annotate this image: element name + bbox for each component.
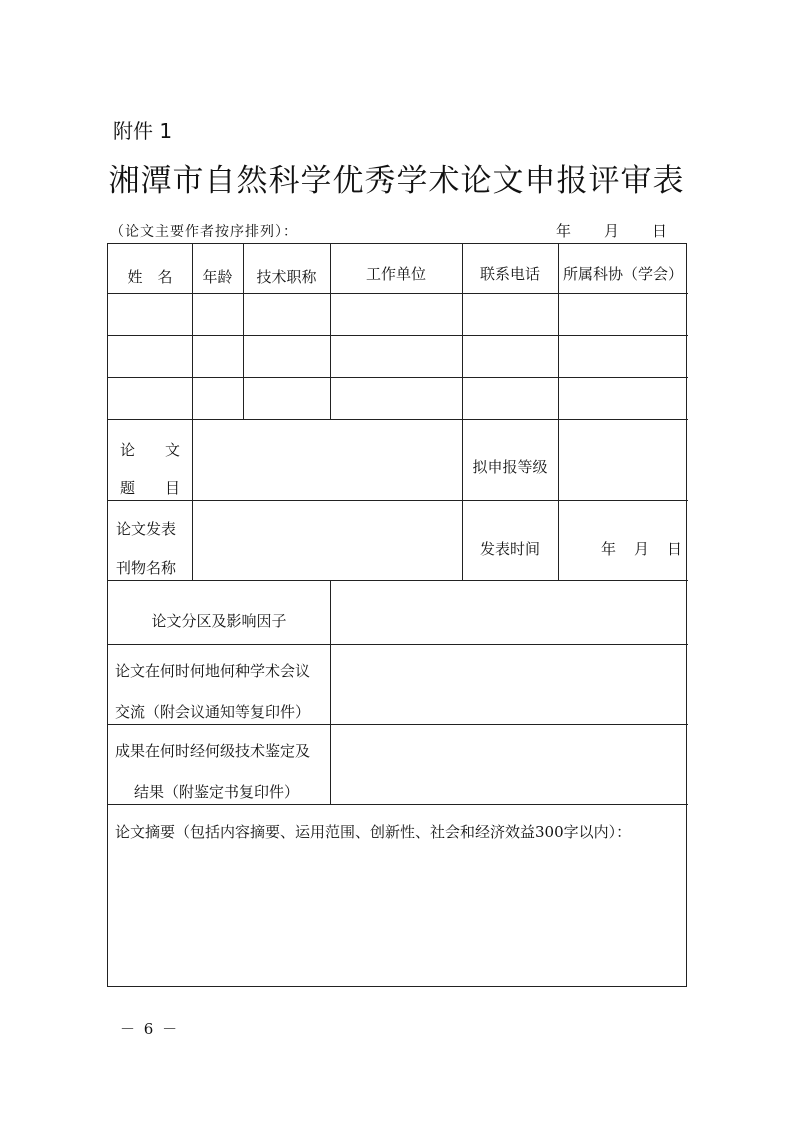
conference-label: 论文在何时何地何种学术会议 [115, 662, 311, 680]
col-divider [462, 244, 463, 580]
form-date-year: 年 [556, 222, 572, 240]
review-form-table [107, 243, 687, 987]
row-divider [108, 580, 688, 581]
header-tech-title: 技术职称 [256, 268, 317, 286]
form-title: 湘潭市自然科学优秀学术论文申报评审表 [108, 163, 685, 199]
header-work-unit: 工作单位 [365, 265, 426, 283]
col-divider [330, 580, 331, 804]
col-divider [192, 244, 193, 580]
row-divider [108, 644, 688, 645]
appraisal-label: 成果在何时经何级技术鉴定及 [115, 742, 311, 760]
row-divider [108, 804, 688, 805]
publish-date-day: 日 [667, 540, 683, 558]
form-date-day: 日 [652, 222, 668, 240]
col-divider [558, 244, 559, 580]
header-name: 姓 名 [127, 268, 173, 286]
appraisal-label: 结果（附鉴定书复印件） [134, 783, 300, 801]
publish-date-year: 年 [601, 540, 617, 558]
form-date-month: 月 [604, 222, 620, 240]
row-divider [108, 419, 688, 420]
header-phone: 联系电话 [479, 265, 540, 283]
attachment-label: 附件 1 [113, 119, 173, 143]
journal-name-label: 论文发表 [116, 520, 177, 538]
paper-title-label: 论 文 [119, 441, 180, 459]
partition-label: 论文分区及影响因子 [151, 612, 287, 630]
header-age: 年龄 [202, 268, 233, 286]
journal-name-label: 刊物名称 [116, 559, 177, 577]
row-divider [108, 500, 688, 501]
author-order-note: （论文主要作者按序排列）： [110, 224, 298, 240]
publish-time-label: 发表时间 [479, 540, 540, 558]
conference-label: 交流（附会议通知等复印件） [115, 703, 311, 721]
publish-date-month: 月 [634, 540, 650, 558]
row-divider [108, 293, 688, 294]
paper-title-label: 题 目 [119, 479, 180, 497]
row-divider [108, 724, 688, 725]
row-divider [108, 335, 688, 336]
page-number: － 6 － [120, 1020, 180, 1038]
abstract-label: 论文摘要（包括内容摘要、运用范围、创新性、社会和经济效益300字以内）： [115, 823, 632, 841]
row-divider [108, 377, 688, 378]
header-association: 所属科协（学会） [562, 265, 683, 283]
proposed-grade-label: 拟申报等级 [472, 458, 548, 476]
